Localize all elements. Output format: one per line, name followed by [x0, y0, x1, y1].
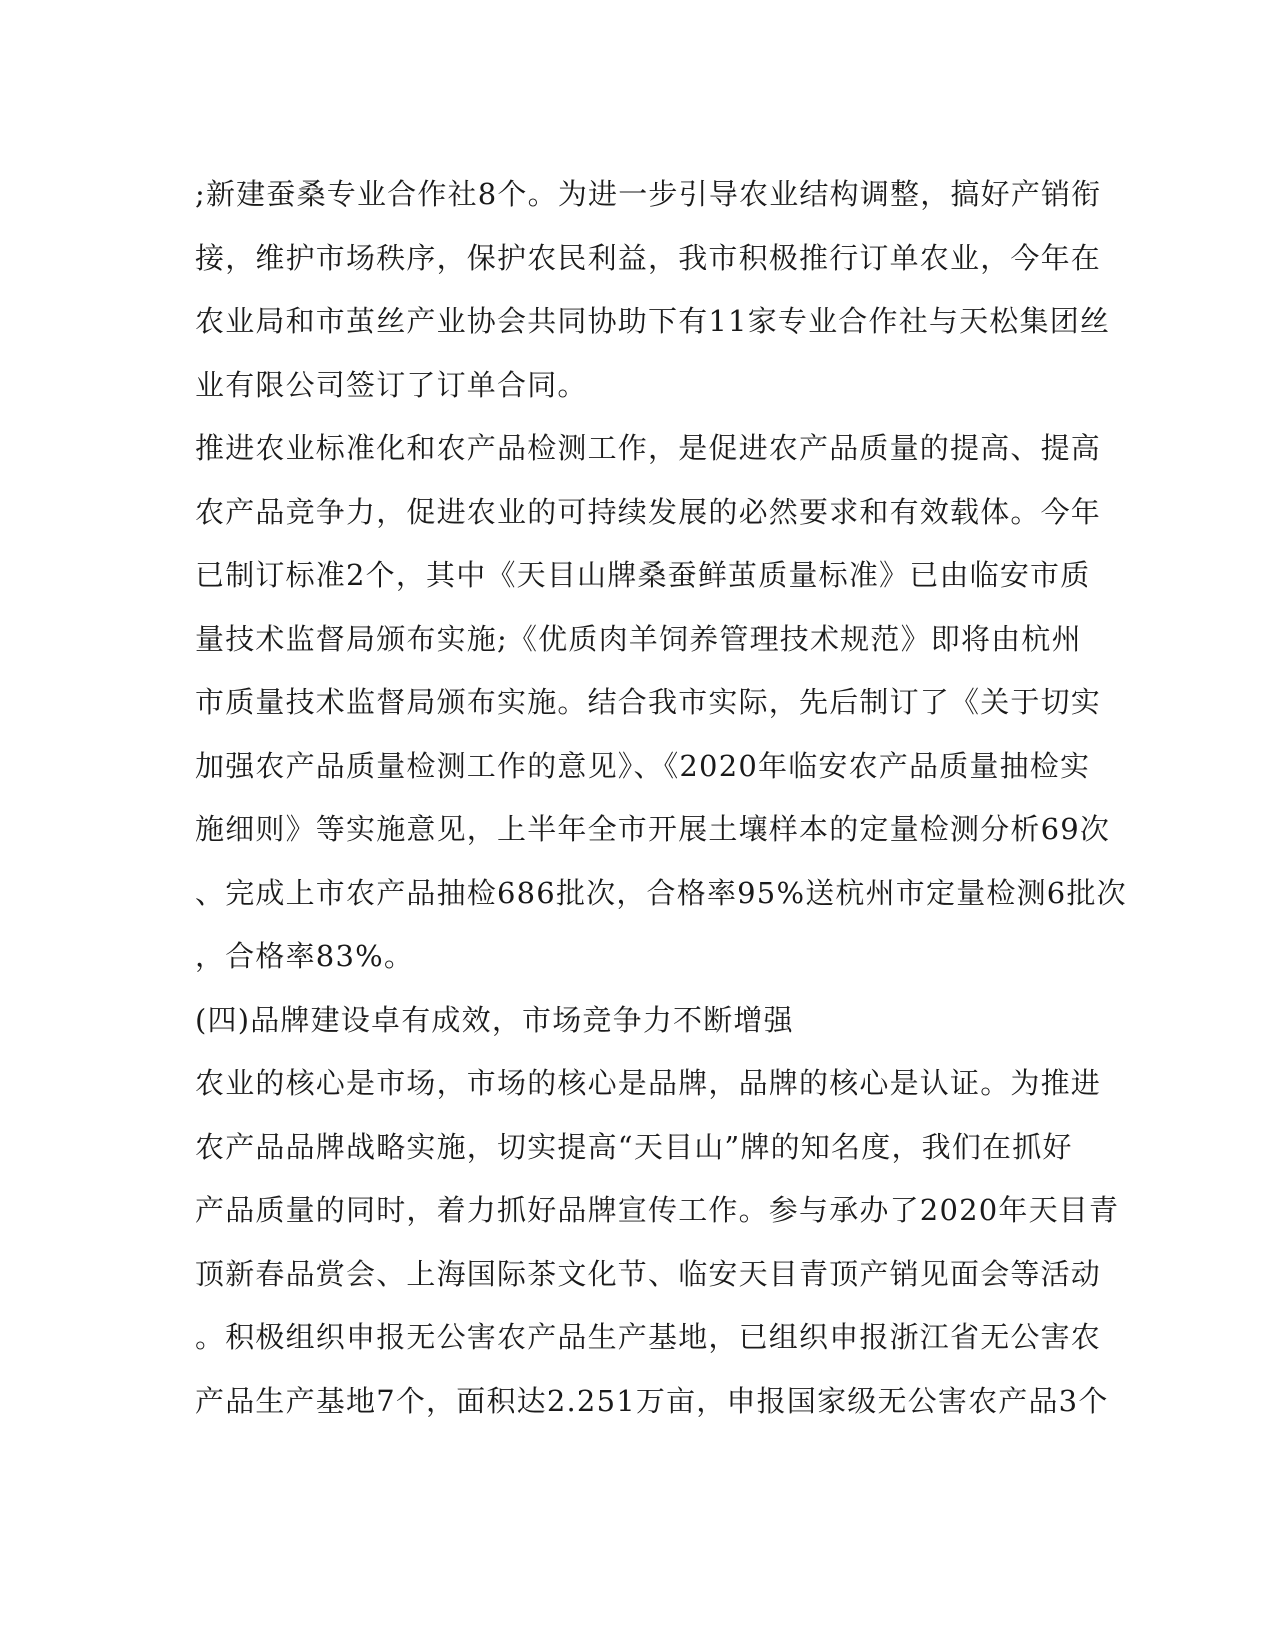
text-line: 农产品竞争力，促进农业的可持续发展的必然要求和有效载体。今年 — [195, 494, 1102, 529]
text-line: 。积极组织申报无公害农产品生产基地，已组织申报浙江省无公害农 — [195, 1320, 1102, 1354]
text-line: 量技术监督局颁布实施;《优质肉羊饲养管理技术规范》即将由杭州 — [195, 621, 1082, 656]
text-line: 接，维护市场秩序，保护农民利益，我市积极推行订单农业，今年在 — [195, 240, 1102, 275]
document-body — [195, 163, 1127, 1433]
text-line: 、完成上市农产品抽检686批次，合格率95%送杭州市定量检测6批次 — [195, 875, 1127, 910]
text-line: 顶新春品赏会、上海国际茶文化节、临安天目青顶产销见面会等活动 — [195, 1256, 1102, 1291]
text-line: 施细则》等实施意见，上半年全市开展土壤样本的定量检测分析69次 — [195, 812, 1111, 846]
text-line: 已制订标准2个，其中《天目山牌桑蚕鲜茧质量标准》已由临安市质 — [195, 558, 1091, 592]
text-line: 产品生产基地7个，面积达2.251万亩，申报国家级无公害农产品3个 — [195, 1383, 1109, 1418]
text-line: ;新建蚕桑专业合作社8个。为进一步引导农业结构调整，搞好产销衔 — [195, 177, 1102, 211]
text-line: 加强农产品质量检测工作的意见》、《2020年临安农产品质量抽检实 — [195, 748, 1091, 783]
text-line: 农业局和市茧丝产业协会共同协助下有11家专业合作社与天松集团丝 — [195, 304, 1111, 338]
section-heading: (四)品牌建设卓有成效，市场竞争力不断增强 — [195, 1002, 794, 1037]
text-line: 推进农业标准化和农产品检测工作，是促进农产品质量的提高、提高 — [195, 431, 1102, 465]
text-line: 农产品品牌战略实施，切实提高“天目山”牌的知名度，我们在抓好 — [195, 1129, 1073, 1164]
text-line: 产品质量的同时，着力抓好品牌宣传工作。参与承办了2020年天目青 — [195, 1193, 1120, 1227]
text-line: 业有限公司签订了订单合同。 — [195, 367, 588, 402]
text-line: 市质量技术监督局颁布实施。结合我市实际，先后制订了《关于切实 — [195, 685, 1102, 719]
text-line: ，合格率83%。 — [195, 939, 415, 973]
text-line: 农业的核心是市场，市场的核心是品牌，品牌的核心是认证。为推进 — [195, 1066, 1102, 1100]
